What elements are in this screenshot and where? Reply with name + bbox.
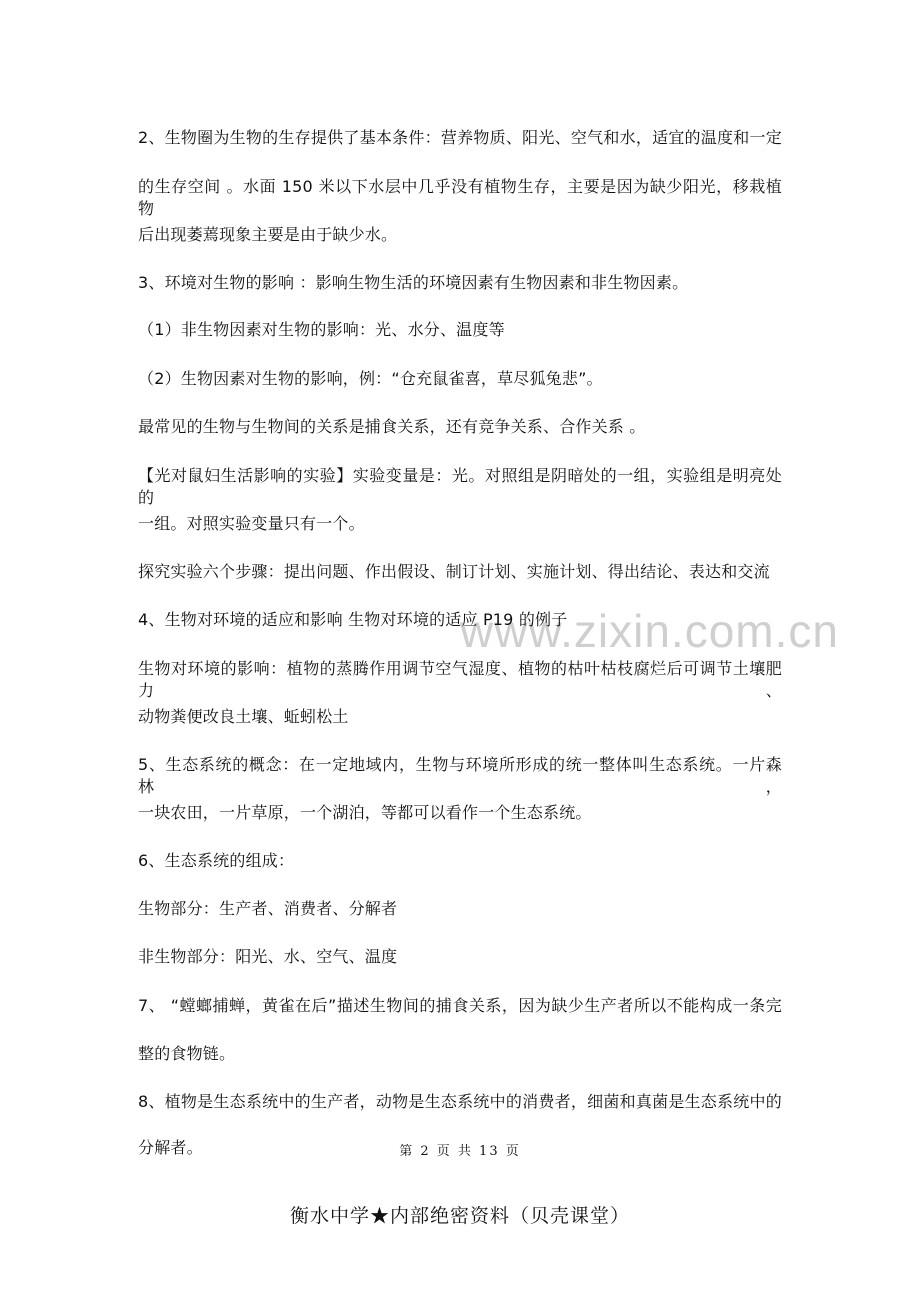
text-line: 7、 “螳螂捕蝉，黄雀在后”描述生物间的捕食关系，因为缺少生产者所以不能构成一条完 (138, 996, 782, 1015)
text-line: （2）生物因素对生物的影响，例：“仓充鼠雀喜，草尽狐兔悲”。 (138, 369, 603, 388)
text-line: 的生存空间 。水面 150 米以下水层中几乎没有植物生存，主要是因为缺少阳光，移栽植物 (138, 177, 782, 218)
text-line: 后出现萎蔫现象主要是由于缺少水。 (138, 225, 398, 244)
text-line: 生物对环境的影响：植物的蒸腾作用调节空气湿度、植物的枯叶枯枝腐烂后可调节土壤肥力、 (138, 659, 782, 700)
text-line: （1）非生物因素对生物的影响：光、水分、温度等 (138, 320, 505, 339)
text-line: 非生物部分：阳光、水、空气、温度 (138, 947, 398, 966)
text-line: 分解者。 (138, 1138, 203, 1157)
text-line: 5、生态系统的概念：在一定地域内，生物与环境所形成的统一整体叫生态系统。一片森林， (138, 755, 782, 796)
text-line: 最常见的生物与生物间的关系是捕食关系，还有竞争关系、合作关系 。 (138, 417, 646, 436)
text-line: 8、植物是生态系统中的生产者，动物是生态系统中的消费者，细菌和真菌是生态系统中的 (138, 1092, 782, 1111)
text-line: 4、生物对环境的适应和影响 生物对环境的适应 P19 的例子 (138, 610, 568, 629)
watermark: www.zixin.com.cn (460, 605, 839, 657)
text-line: 2、生物圈为生物的生存提供了基本条件：营养物质、阳光、空气和水，适宜的温度和一定 (138, 128, 782, 147)
text-line: 生物部分：生产者、消费者、分解者 (138, 899, 398, 918)
text-line: 6、生态系统的组成： (138, 851, 295, 870)
text-line: 动物粪便改良土壤、蚯蚓松土 (138, 707, 349, 726)
text-line: 探究实验六个步骤：提出问题、作出假设、制订计划、实施计划、得出结论、表达和交流 (138, 562, 770, 581)
text-line: 【光对鼠妇生活影响的实验】实验变量是：光。对照组是阴暗处的一组，实验组是明亮处的 (138, 466, 782, 507)
footer-note: 衡水中学★内部绝密资料（贝壳课堂） (289, 1205, 630, 1227)
text-line: 一块农田，一片草原，一个湖泊，等都可以看作一个生态系统。 (138, 803, 592, 822)
text-line: 整的食物链。 (138, 1044, 236, 1063)
page-number: 第 2 页 共 13 页 (399, 1144, 521, 1159)
text-line: 一组。对照实验变量只有一个。 (138, 514, 365, 533)
text-line: 3、环境对生物的影响 ：影响生物生活的环境因素有生物因素和非生物因素。 (138, 273, 689, 292)
